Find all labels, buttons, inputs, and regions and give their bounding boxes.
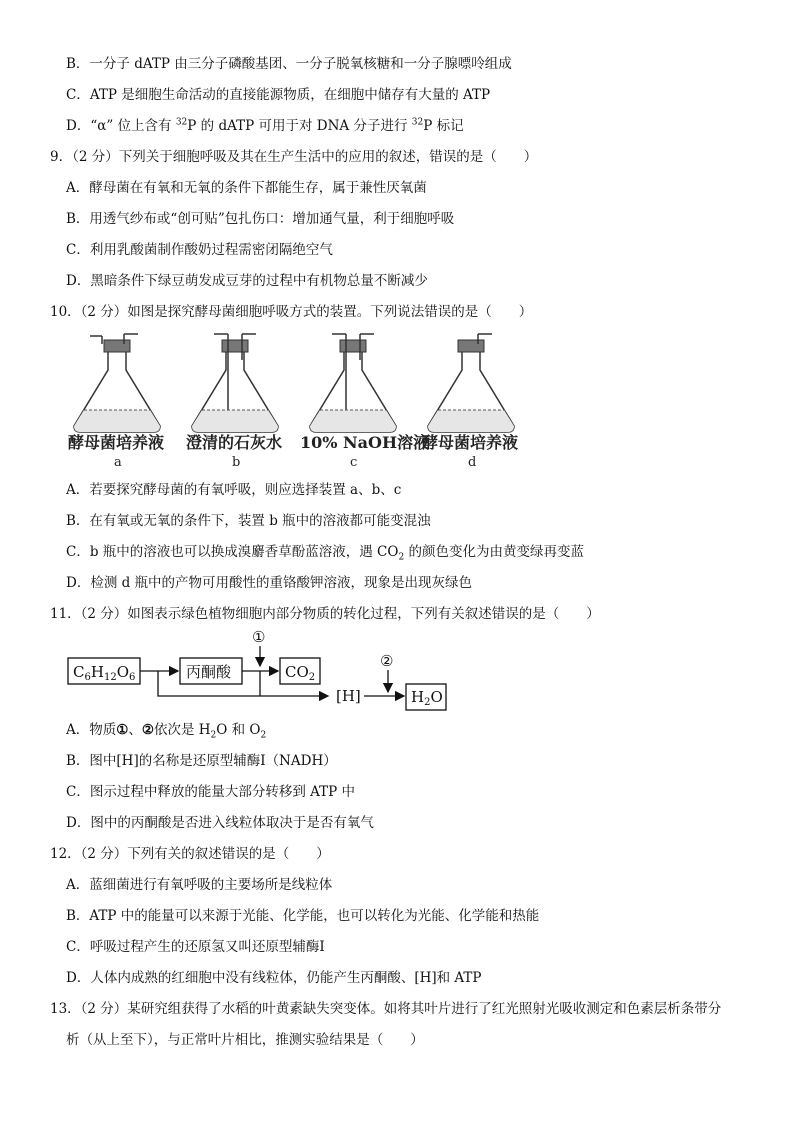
pyruvate-label: 丙酮酸 bbox=[186, 663, 232, 681]
flask-a-letter: a bbox=[114, 455, 122, 470]
q11-option-d: D．图中的丙酮酸是否进入线粒体取决于是否有氧气 bbox=[66, 815, 374, 831]
q12-option-b: B．ATP 中的能量可以来源于光能、化学能，也可以转化为光能、化学能和热能 bbox=[66, 908, 540, 924]
q12-stem: 12．（2 分）下列有关的叙述错误的是（ ） bbox=[50, 846, 330, 862]
flask-d bbox=[428, 334, 514, 432]
flask-c bbox=[310, 334, 396, 432]
q10-option-c: C．b 瓶中的溶液也可以换成溴麝香草酚蓝溶液，遇 $CO_2$ 的颜色变化为由黄变绿再变蓝 bbox=[66, 544, 584, 563]
h-label: [H] bbox=[336, 687, 361, 705]
yeast-respiration-apparatus bbox=[66, 330, 536, 470]
flask-a bbox=[74, 334, 160, 432]
q11-option-a: A．物质①、②依次是 $H_2O$ 和 $O_2$ bbox=[66, 722, 267, 741]
q10-option-d: D．检测 d 瓶中的产物可用酸性的重铬酸钾溶液，现象是出现灰绿色 bbox=[66, 575, 473, 591]
metabolism-flow-diagram bbox=[64, 628, 464, 714]
q10-option-a: A．若要探究酵母菌的有氧呼吸，则应选择装置 a、b、c bbox=[66, 482, 402, 498]
flask-a-label: 酵母菌培养液 bbox=[68, 433, 165, 452]
q13-stem-line1: 13．（2 分）某研究组获得了水稻的叶黄素缺失突变体。如将其叶片进行了红光照射光吸收测定和色素层析条带分 bbox=[50, 1001, 722, 1017]
q11-option-c: C．图示过程中释放的能量大部分转移到 ATP 中 bbox=[66, 784, 356, 800]
mark-2: ② bbox=[380, 652, 394, 670]
flask-c-letter: c bbox=[350, 455, 358, 470]
flask-b-label: 澄清的石灰水 bbox=[186, 433, 283, 452]
glucose-label: $C_6H_{12}O_6$ bbox=[73, 663, 136, 683]
q9-option-c: C．利用乳酸菌制作酸奶过程需密闭隔绝空气 bbox=[66, 242, 333, 258]
q12-option-d: D．人体内成熟的红细胞中没有线粒体，仍能产生丙酮酸、[H]和 ATP bbox=[66, 970, 482, 986]
flask-b bbox=[192, 334, 278, 432]
flask-d-letter: d bbox=[468, 455, 477, 470]
flask-c-label: 10% NaOH溶液 bbox=[300, 433, 430, 452]
q10-option-b: B．在有氧或无氧的条件下，装置 b 瓶中的溶液都可能变混浊 bbox=[66, 513, 431, 529]
mark-1: ① bbox=[252, 628, 266, 646]
q9-option-a: A．酵母菌在有氧和无氧的条件下都能生存，属于兼性厌氧菌 bbox=[66, 180, 427, 196]
h2o-label: $H_2O$ bbox=[411, 688, 443, 708]
q13-stem-line2: 析（从上至下），与正常叶片相比，推测实验结果是（ ） bbox=[66, 1032, 424, 1048]
q9-stem: 9．（2 分）下列关于细胞呼吸及其在生产生活中的应用的叙述，错误的是（ ） bbox=[50, 149, 538, 165]
q9-option-b: B．用透气纱布或“创可贴”包扎伤口：增加通气量，利于细胞呼吸 bbox=[66, 211, 455, 227]
q9-option-d: D．黑暗条件下绿豆萌发成豆芽的过程中有机物总量不断减少 bbox=[66, 273, 428, 289]
q10-stem: 10．（2 分）如图是探究酵母菌细胞呼吸方式的装置。下列说法错误的是（ ） bbox=[50, 304, 533, 320]
q11-stem: 11．（2 分）如图表示绿色植物细胞内部分物质的转化过程，下列有关叙述错误的是（ ） bbox=[50, 606, 600, 622]
q8-option-b: B．一分子 dATP 由三分子磷酸基团、一分子脱氧核糖和一分子腺嘌呤组成 bbox=[66, 56, 512, 72]
q12-option-c: C．呼吸过程产生的还原氢又叫还原型辅酶Ⅰ bbox=[66, 939, 325, 955]
flask-b-letter: b bbox=[232, 455, 241, 470]
q8-option-d: D．“α” 位上含有 $^{32}$P 的 dATP 可用于对 DNA 分子进行 $^{32}$P 标记 bbox=[66, 117, 464, 134]
co2-label: $CO_2$ bbox=[285, 663, 316, 683]
q8-option-c: C．ATP 是细胞生命活动的直接能源物质，在细胞中储存有大量的 ATP bbox=[66, 87, 491, 103]
q11-option-b: B．图中[H]的名称是还原型辅酶Ⅰ（NADH） bbox=[66, 753, 337, 769]
flask-d-label: 酵母菌培养液 bbox=[422, 433, 519, 452]
q12-option-a: A．蓝细菌进行有氧呼吸的主要场所是线粒体 bbox=[66, 877, 333, 893]
